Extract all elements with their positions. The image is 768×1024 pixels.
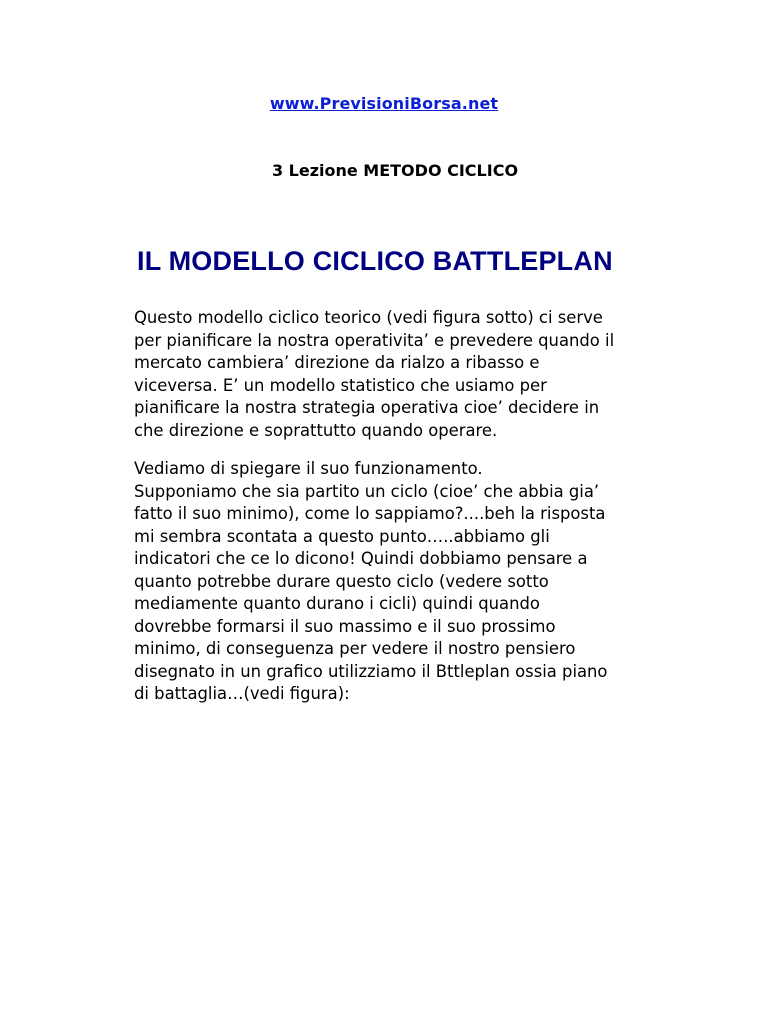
paragraph-line: viceversa. E’ un modello statistico che usiamo per: [134, 375, 547, 395]
paragraph-line: minimo, di conseguenza per vedere il nostro pensiero: [134, 639, 576, 658]
paragraph-line: quanto potrebbe durare questo ciclo (vedere sotto: [134, 571, 549, 591]
paragraph-line: Supponiamo che sia partito un ciclo (cioe’ che abbia gia’: [134, 481, 600, 501]
paragraph-line: mercato cambiera’ direzione da rialzo a ribasso e: [134, 353, 540, 372]
paragraph-line: pianificare la nostra strategia operativa cioe’ decidere in: [134, 398, 600, 417]
paragraph-line: mediamente quanto durano i cicli) quindi quando: [134, 594, 540, 613]
main-heading: IL MODELLO CICLICO BATTLEPLAN: [137, 246, 613, 276]
paragraph-line: Questo modello ciclico teorico (vedi figura sotto) ci serve: [134, 308, 603, 327]
paragraph-line: Vediamo di spiegare il suo funzionamento.: [134, 459, 483, 478]
paragraph-line: di battaglia…(vedi figura):: [134, 684, 350, 703]
paragraph-line: disegnato in un grafico utilizziamo il Bttleplan ossia piano: [134, 661, 608, 681]
paragraph-line: fatto il suo minimo), come lo sappiamo?....beh la risposta: [134, 504, 606, 523]
paragraph-line: che direzione e soprattutto quando operare.: [134, 420, 498, 440]
paragraph-line: per pianificare la nostra operativita’ e prevedere quando il: [134, 330, 615, 350]
paragraph-line: indicatori che ce lo dicono! Quindi dobbiamo pensare a: [134, 549, 588, 568]
intro-paragraph: [134, 307, 664, 442]
paragraph-line: dovrebbe formarsi il suo massimo e il suo prossimo: [134, 616, 556, 636]
site-link[interactable]: www.PrevisioniBorsa.net: [269, 94, 499, 113]
paragraph-line: mi sembra scontata a questo punto…..abbiamo gli: [134, 526, 550, 546]
lesson-title: 3 Lezione METODO CICLICO: [271, 161, 519, 180]
explanation-paragraph: [134, 458, 664, 706]
